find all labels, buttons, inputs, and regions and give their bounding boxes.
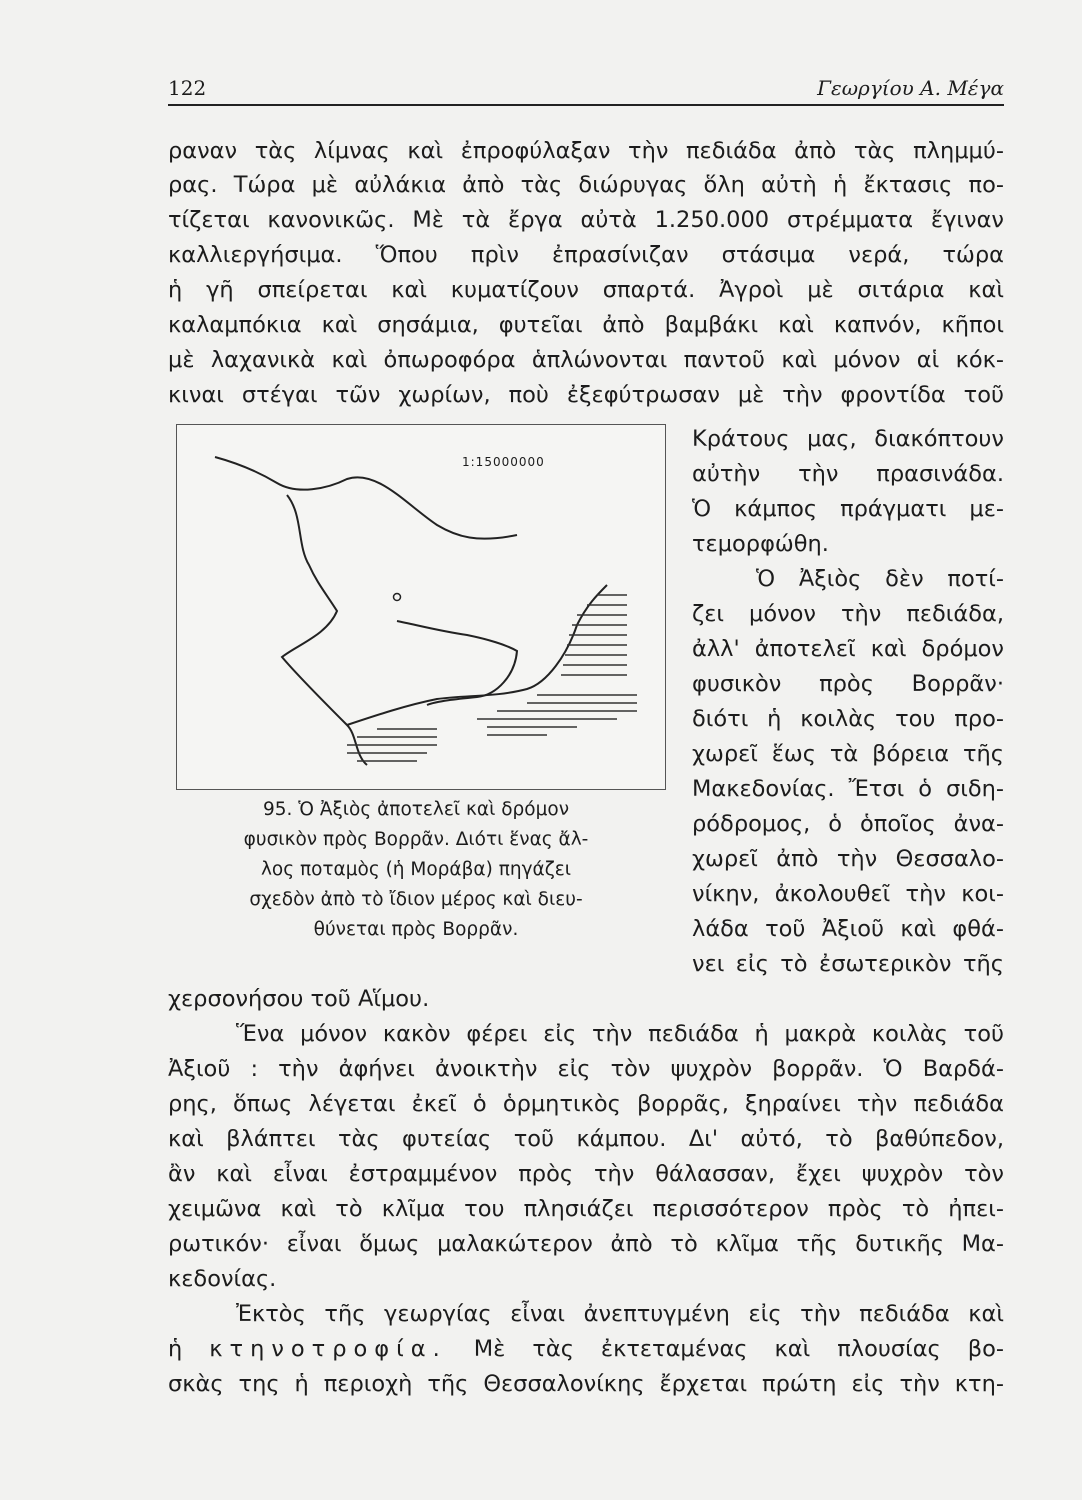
map-scale-label: 1:15000000 [462, 455, 545, 469]
text-line: σκὰς της ἡ περιοχὴ τῆς Θεσσαλονίκης ἔρχεται πρώτη εἰς τὴν κτη- [168, 1371, 1004, 1397]
city-marker [394, 594, 401, 601]
column-line: ἀλλ' ἀποτελεῖ καὶ δρόμον [692, 636, 1004, 662]
figure-caption-line: θύνεται πρὸς Βορρᾶν. [313, 919, 519, 940]
text-line: τίζεται κανονικῶς. Μὲ τὰ ἔργα αὐτὰ 1.250.000 στρέμματα ἔγιναν [168, 207, 1004, 233]
river-line [215, 457, 517, 539]
text-line [168, 1332, 1004, 1366]
text-line: ἂν καὶ εἶναι ἐστραμμένον πρὸς τὴν θάλασσαν, ἔχει ψυχρὸν τὸν [168, 1161, 1004, 1187]
running-title: Γεωργίου Α. Μέγα [817, 76, 1004, 100]
column-line: νει εἰς τὸ ἐσωτερικὸν τῆς [692, 951, 1004, 977]
map-figure [176, 424, 666, 790]
text-line: κεδονίας. [168, 1266, 277, 1292]
text-line: καὶ βλάπτει τὰς φυτείας τοῦ κάμπου. Δι' αὐτό, τὸ βαθύπεδον, [168, 1126, 1004, 1152]
text-line: χειμῶνα καὶ τὸ κλῖμα του πλησιάζει περισσότερον πρὸς τὸ ἠπει- [168, 1196, 1004, 1222]
emphasized-word: κτηνοτροφία. [209, 1336, 447, 1362]
column-line: τεμορφώθη. [692, 531, 829, 557]
figure-caption-line: σχεδὸν ἀπὸ τὸ ἴδιον μέρος καὶ διευ- [249, 889, 583, 910]
column-line: Ὁ Ἀξιὸς δὲν ποτί- [756, 566, 1004, 592]
text-line: ραναν τὰς λίμνας καὶ ἐπροφύλαξαν τὴν πεδιάδα ἀπὸ τὰς πλημμύ- [168, 138, 1004, 164]
text-line: Ἕνα μόνον κακὸν φέρει εἰς τὴν πεδιάδα ἡ μακρὰ κοιλὰς τοῦ [236, 1021, 1004, 1047]
column-line: φυσικὸν πρὸς Βορρᾶν· [692, 671, 1004, 697]
text-line: ρωτικόν· εἶναι ὅμως μαλακώτερον ἀπὸ τὸ κλῖμα τῆς δυτικῆς Μα- [168, 1231, 1004, 1257]
text-segment: Μὲ τὰς ἐκτεταμένας καὶ πλουσίας βο- [473, 1336, 1005, 1362]
text-line: κιναι στέγαι τῶν χωρίων, ποὺ ἐξεφύτρωσαν μὲ τὴν φροντίδα τοῦ [168, 382, 1004, 408]
text-line: καλαμπόκια καὶ σησάμια, φυτεῖαι ἀπὸ βαμβάκι καὶ καπνόν, κῆποι [168, 312, 1004, 338]
text-line: χερσονήσου τοῦ Αἵμου. [168, 986, 430, 1012]
text-line: καλλιεργήσιμα. Ὅπου πρὶν ἐπρασίνιζαν στάσιμα νερά, τώρα [168, 242, 1004, 268]
text-segment: ἡ [168, 1336, 183, 1362]
column-line: νίκην, ἀκολουθεῖ τὴν κοι- [692, 881, 1004, 907]
page-header [168, 74, 1004, 106]
column-line: λάδα τοῦ Ἀξιοῦ καὶ φθά- [692, 916, 1004, 942]
column-line: χωρεῖ ἕως τὰ βόρεια τῆς [692, 741, 1004, 767]
column-line: ρόδρομος, ὁ ὁποῖος ἀνα- [692, 811, 1004, 837]
text-line: ρης, ὅπως λέγεται ἐκεῖ ὁ ὁρμητικὸς βορρᾶς, ξηραίνει τὴν πεδιάδα [168, 1091, 1004, 1117]
figure-caption-line: 95. Ὁ Ἀξιὸς ἀποτελεῖ καὶ δρόμον [262, 799, 570, 820]
column-line: ζει μόνον τὴν πεδιάδα, [692, 601, 1004, 627]
column-line: Κράτους μας, διακόπτουν [692, 426, 1004, 452]
figure-caption-line: λος ποταμὸς (ἡ Μοράβα) πηγάζει [260, 859, 572, 880]
column-line: διότι ἡ κοιλὰς του προ- [692, 706, 1004, 732]
text-line: ἡ γῆ σπείρεται καὶ κυματίζουν σπαρτά. Ἀγροὶ μὲ σιτάρια καὶ [168, 277, 1004, 303]
river-line [397, 621, 517, 705]
page-number: 122 [168, 76, 207, 100]
column-line: Μακεδονίας. Ἔτσι ὁ σιδη- [692, 776, 1004, 802]
coast-line [282, 495, 367, 765]
map-of-axios-valley [177, 425, 665, 789]
column-line: χωρεῖ ἀπὸ τὴν Θεσσαλο- [692, 846, 1004, 872]
text-line: ρας. Τώρα μὲ αὐλάκια ἀπὸ τὰς διώρυγας ὅλη αὐτὴ ἡ ἔκτασις πο- [168, 172, 1004, 198]
text-line: Ἀξιοῦ : τὴν ἀφήνει ἀνοικτὴν εἰς τὸν ψυχρὸν βορρᾶν. Ὁ Βαρδά- [168, 1056, 1004, 1082]
column-line: αὐτὴν τὴν πρασινάδα. [692, 461, 1004, 487]
figure-caption-line: φυσικὸν πρὸς Βορρᾶν. Διότι ἕνας ἄλ- [243, 829, 589, 850]
text-line: μὲ λαχανικὰ καὶ ὀπωροφόρα ἁπλώνονται παντοῦ καὶ μόνον αἱ κόκ- [168, 347, 1004, 373]
column-line: Ὁ κάμπος πράγματι με- [692, 496, 1004, 522]
text-line: Ἐκτὸς τῆς γεωργίας εἶναι ἀνεπτυγμένη εἰς τὴν πεδιάδα καὶ [236, 1301, 1004, 1327]
